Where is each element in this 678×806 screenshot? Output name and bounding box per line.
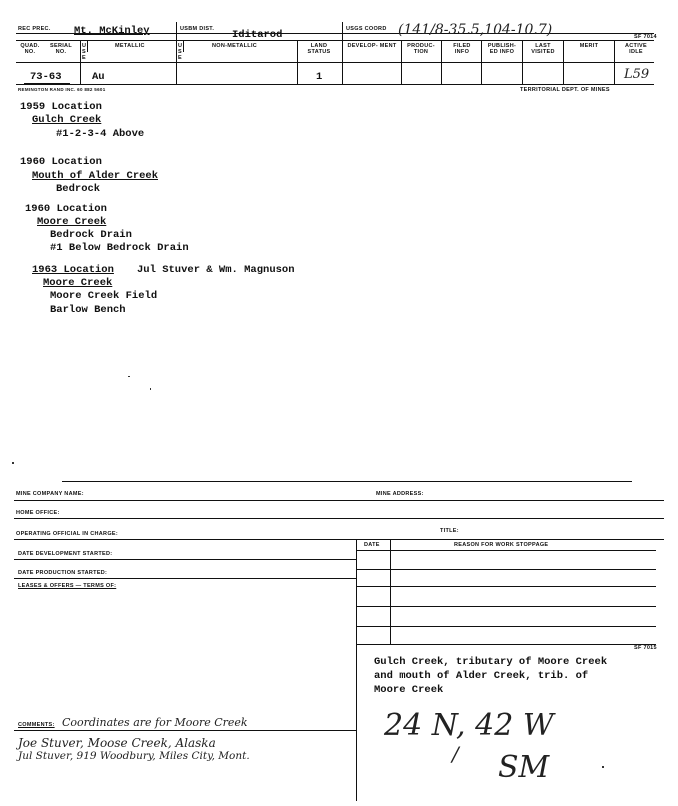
dept-line: TERRITORIAL DEPT. OF MINES (520, 87, 610, 93)
hand-coordinates: 24 N, 42 W (384, 708, 554, 743)
date-label: DATE (364, 542, 380, 548)
speck (12, 462, 14, 464)
col-use: USE (82, 43, 87, 61)
comments-handwritten: Coordinates are for Moore Creek (62, 716, 248, 729)
metallic-value: Au (92, 71, 105, 83)
typed-note-line-2: and mouth of Alder Creek, trib. of (374, 670, 589, 682)
entry-1960b-claim: #1 Below Bedrock Drain (50, 242, 189, 254)
entry-1963-bench: Barlow Bench (50, 304, 126, 316)
entry-1960a-creek: Mouth of Alder Creek (32, 170, 159, 182)
entry-1959-creek: Gulch Creek (32, 114, 102, 126)
land-status-value: 1 (316, 71, 323, 83)
entry-1960a-title: 1960 Location (20, 156, 102, 168)
active-idle-value: L59 (624, 67, 650, 82)
rec-prec-label: REC PREC. (18, 26, 51, 32)
entry-1963-title: 1963 Location (32, 264, 114, 276)
entry-1959-title: 1959 Location (20, 101, 102, 113)
quad-serial-value: 73-63 (30, 71, 62, 83)
speck (150, 388, 151, 390)
hand-initials: SM (498, 750, 550, 785)
entry-1960b-creek: Moore Creek (37, 216, 107, 228)
entry-1963-owners: Jul Stuver & Wm. Magnuson (137, 264, 295, 276)
usgs-coord-label: USGS COORD (346, 26, 387, 32)
home-office-label: HOME OFFICE: (16, 510, 60, 516)
printer-line: REMINGTON RAND INC. 60 882 5601 (18, 87, 106, 92)
col-non-metallic: NON-METALLIC (212, 43, 258, 49)
col-production: PRODUC- TION (407, 43, 435, 55)
date-dev-started-label: DATE DEVELOPMENT STARTED: (18, 551, 113, 557)
mine-address-label: MINE ADDRESS: (376, 491, 424, 497)
usbm-dist-value: Iditarod (232, 29, 283, 41)
usbm-dist-label: USBM DIST. (180, 26, 215, 32)
typed-note-line-3: Moore Creek (374, 684, 444, 696)
col-active-idle: ACTIVE IDLE (625, 43, 647, 55)
mine-company-name-label: MINE COMPANY NAME: (16, 491, 84, 497)
reason-label: REASON FOR WORK STOPPAGE (454, 542, 549, 548)
date-prod-started-label: DATE PRODUCTION STARTED: (18, 570, 108, 576)
col-last-visited: LAST VISITED (531, 43, 555, 55)
usgs-coord-value: (141/8-35.5,104-10.7) (398, 22, 553, 38)
leases-label: LEASES & OFFERS — TERMS OF: (18, 583, 117, 589)
title-label: TITLE: (440, 528, 459, 534)
col-serial-no: SERIAL NO. (50, 43, 72, 55)
col-development: DEVELOP- MENT (347, 43, 397, 49)
form-number-2: SF 7015 (634, 645, 657, 651)
entry-1963-field: Moore Creek Field (50, 290, 158, 302)
entry-1960b-detail: Bedrock Drain (50, 229, 132, 241)
hand-line-2: Joe Stuver, Moose Creek, Alaska (18, 736, 216, 750)
comments-label: COMMENTS: (18, 722, 55, 728)
entry-1960b-title: 1960 Location (25, 203, 107, 215)
operating-official-label: OPERATING OFFICIAL IN CHARGE: (16, 531, 118, 537)
entry-1963-creek: Moore Creek (43, 277, 113, 289)
col-metallic: METALLIC (115, 43, 145, 49)
col-published-info: PUBLISH- ED INFO (487, 43, 517, 55)
col-filed-info: FILED INFO (453, 43, 471, 55)
entry-1960a-detail: Bedrock (56, 183, 101, 195)
col-land-status: LAND STATUS (307, 43, 331, 55)
hand-mark: / (452, 742, 459, 766)
speck (128, 376, 130, 377)
entry-1959-claims: #1-2-3-4 Above (56, 128, 145, 140)
hand-line-3: Jul Stuver, 919 Woodbury, Miles City, Mont. (18, 750, 250, 762)
rec-prec-value: Mt. McKinley (74, 25, 150, 37)
speck (602, 766, 604, 768)
col-merit: MERIT (579, 43, 599, 49)
col-quad-no: QUAD. NO. (20, 43, 40, 55)
form-number: SF 7014 (634, 34, 657, 40)
typed-note-line-1: Gulch Creek, tributary of Moore Creek (374, 656, 608, 668)
col-use-2: USE (178, 43, 183, 61)
